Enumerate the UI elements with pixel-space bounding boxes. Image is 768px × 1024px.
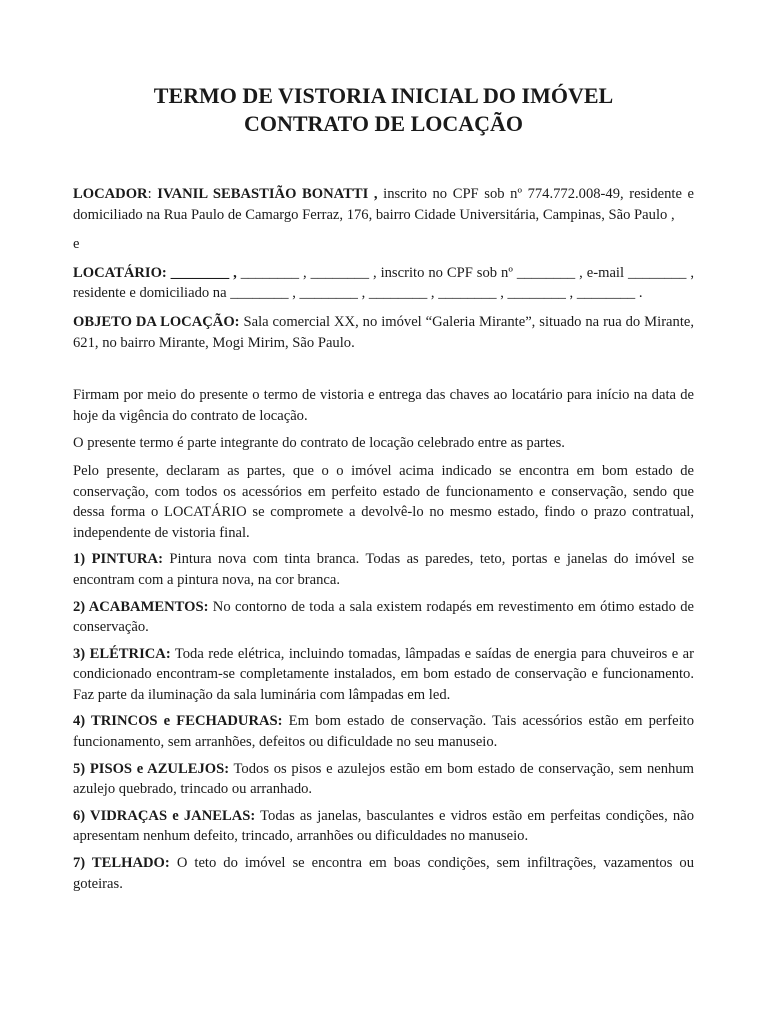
item-pintura: [73, 549, 694, 590]
title-line-1: TERMO DE VISTORIA INICIAL DO IMÓVEL: [153, 83, 614, 108]
title-line-2: CONTRATO DE LOCAÇÃO: [243, 111, 524, 136]
item-trincos-fechaduras: [73, 711, 694, 752]
locador-label: LOCADOR: [73, 186, 148, 202]
item-label: 6) VIDRAÇAS e JANELAS:: [73, 807, 256, 824]
item-text: Toda rede elétrica, incluindo tomadas, lâmpadas e saídas de energia para chuveiros e ar condicionado encontram-se completamente instalados, em bom estado de conservação e funcionamento. Faz parte da iluminação da sala luminária com lâmpadas em led.: [73, 645, 694, 703]
item-label: 4) TRINCOS e FECHADURAS:: [73, 713, 283, 730]
document-title: [73, 0, 694, 138]
firmam-paragraph: Firmam por meio do presente o termo de vistoria e entrega das chaves ao locatário para início na data de hoje da vigência do contrato de locação.: [73, 387, 694, 424]
locatario-name-comma: ,: [229, 264, 237, 281]
locatario-name-blank: ________: [170, 264, 230, 281]
item-telhado: [73, 853, 694, 894]
item-vidracas-janelas: [73, 806, 694, 847]
objeto-paragraph: [73, 312, 694, 353]
item-text: Pintura nova com tinta branca. Todas as paredes, teto, portas e janelas do imóvel se encontram com a pintura nova, na cor branca.: [73, 551, 694, 588]
objeto-text: Sala comercial XX, no imóvel “Galeria Mirante”, situado na rua do Mirante, 621, no bairro Mirante, Mogi Mirim, São Paulo.: [73, 313, 695, 351]
conjunction-paragraph: e: [73, 236, 80, 253]
locatario-paragraph: [73, 263, 694, 304]
declaram-paragraph: Pelo presente, declaram as partes, que o o imóvel acima indicado se encontra em bom estado de conservação, com todos os acessórios em perfeito estado de funcionamento e conservação, sendo que dessa forma o LOCATÁRIO se compromete a devolvê-lo no mesmo estado, findo o prazo contratual, independente de vistoria final.: [73, 462, 694, 541]
item-eletrica: [73, 644, 694, 706]
locador-name: IVANIL SEBASTIÃO BONATTI ,: [157, 186, 378, 202]
item-text: Em bom estado de conservação. Tais acessórios estão em perfeito funcionamento, sem arranhões, defeitos ou dificuldade no seu manuseio.: [73, 713, 694, 751]
integrante-paragraph: O presente termo é parte integrante do contrato de locação celebrado entre as partes.: [73, 435, 565, 452]
locador-paragraph: [73, 184, 694, 225]
locatario-text: ________ , ________ , inscrito no CPF sob nº ________ , e-mail ________ , residente e domiciliado na ________ , ________ , ________ , ________ , ________ , ________ .: [73, 264, 694, 302]
objeto-label: OBJETO DA LOCAÇÃO:: [73, 313, 240, 330]
item-text: O teto do imóvel se encontra em boas condições, sem infiltrações, vazamentos ou goteiras.: [73, 855, 695, 892]
item-label: 2) ACABAMENTOS:: [73, 598, 209, 615]
locador-text: inscrito no CPF sob nº 774.772.008-49, residente e domiciliado na Rua Paulo de Camargo Ferraz, 176, bairro Cidade Universitária, Campinas, São Paulo ,: [73, 186, 695, 223]
item-label: 5) PISOS e AZULEJOS:: [73, 760, 230, 777]
locador-separator: :: [147, 186, 158, 202]
item-text: Todas as janelas, basculantes e vidros estão em perfeitas condições, não apresentam nenhum defeito, trincado, arranhões ou dificuldades no manuseio.: [73, 807, 694, 845]
item-label: 7) TELHADO:: [73, 855, 170, 872]
item-acabamentos: [73, 597, 694, 638]
item-pisos-azulejos: [73, 759, 694, 800]
locatario-label: LOCATÁRIO:: [73, 264, 171, 281]
item-label: 3) ELÉTRICA:: [73, 645, 171, 662]
item-label: 1) PINTURA:: [73, 551, 163, 568]
item-text: Todos os pisos e azulejos estão em bom estado de conservação, sem nenhum azulejo quebrado, trincado ou arranhado.: [73, 760, 695, 798]
item-text: No contorno de toda a sala existem rodapés em revestimento em ótimo estado de conservação.: [73, 598, 694, 636]
